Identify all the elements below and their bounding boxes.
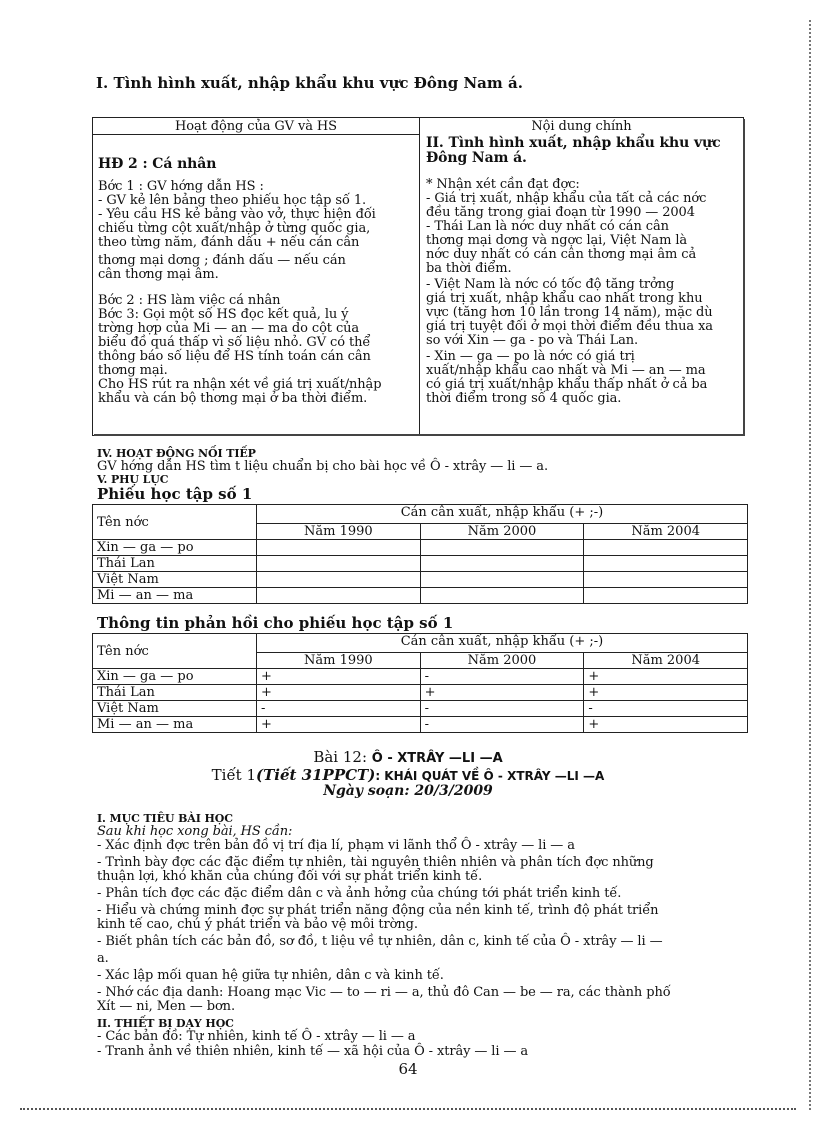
- content-line: - Xin — ga — po là nớc có giá trị: [426, 349, 635, 364]
- cell-value: [584, 572, 748, 588]
- content-heading: Đông Nam á.: [426, 150, 527, 166]
- cell-value: [420, 540, 584, 556]
- row-country: Mi — an — ma: [93, 588, 257, 604]
- col-year: Năm 1990: [257, 653, 421, 669]
- section-title: I. Tình hình xuất, nhập khẩu khu vực Đông Nam á.: [96, 74, 523, 92]
- objective-line: - Xác lập mối quan hệ giữa tự nhiên, dân c và kinh tế.: [97, 968, 444, 983]
- col-group-header: Cán cân xuất, nhập khẩu (+ ;-): [257, 634, 748, 653]
- page-right-border: [809, 20, 811, 1110]
- content-line: ba thời điểm.: [426, 261, 512, 276]
- activity-line: trờng hợp của Mi — an — ma do cột của: [98, 321, 360, 336]
- row-country: Việt Nam: [93, 701, 257, 717]
- lesson-title-prefix: Bài 12:: [313, 748, 372, 766]
- cell-value: -: [257, 701, 421, 717]
- activity-line: - GV kẻ lên bảng theo phiếu học tập số 1.: [98, 193, 367, 208]
- row-country: Việt Nam: [93, 572, 257, 588]
- section-title: I. MỤC TIÊU BÀI HỌC: [97, 812, 233, 825]
- cell-value: +: [584, 685, 748, 701]
- table-row: [93, 701, 748, 717]
- cell-value: [257, 556, 421, 572]
- col-year: Năm 1990: [257, 524, 421, 540]
- table-title: Thông tin phản hồi cho phiếu học tập số 1: [97, 614, 454, 632]
- objective-line: a.: [97, 951, 109, 966]
- cell-value: [420, 588, 584, 604]
- activity-line: biểu đồ quá thấp vì số liệu nhỏ. GV có thể: [98, 335, 371, 350]
- section-title: V. PHỤ LỤC: [97, 473, 169, 486]
- content-heading: II. Tình hình xuất, nhập khẩu khu vực: [426, 135, 721, 151]
- cell-value: +: [257, 685, 421, 701]
- content-line: so với Xin — ga - po và Thái Lan.: [426, 333, 639, 348]
- objective-line: kinh tế cao, chú ý phát triển và bảo vệ môi trờng.: [97, 917, 418, 932]
- cell-value: +: [584, 669, 748, 685]
- table-row: [93, 669, 748, 685]
- cell-value: [584, 540, 748, 556]
- table-row: [93, 717, 748, 733]
- content-line: - Việt Nam là nớc có tốc độ tăng trởng: [426, 277, 675, 292]
- cell-value: [584, 588, 748, 604]
- activity-line: chiếu từng cột xuất/nhập ở từng quốc gia,: [98, 221, 371, 236]
- activity-line: theo từng năm, đánh dấu + nếu cán cân: [98, 235, 360, 250]
- activity-heading: HĐ 2 : Cá nhân: [98, 156, 217, 172]
- lesson-title-main: Ô - XTRÂY —LI —A: [371, 751, 503, 766]
- cell-value: [257, 572, 421, 588]
- page-bottom-border: [20, 1108, 796, 1110]
- content-line: thơng mại dơng và ngợc lại, Việt Nam là: [426, 233, 688, 248]
- content-line: giá trị xuất, nhập khẩu cao nhất trong khu: [426, 291, 703, 306]
- section-text: GV hớng dẫn HS tìm t liệu chuẩn bị cho bài học về Ô - xtrây — li — a.: [97, 459, 548, 474]
- col-year: Năm 2000: [420, 524, 584, 540]
- row-country: Thái Lan: [93, 685, 257, 701]
- lesson-title: [0, 748, 816, 768]
- content-line: có giá trị xuất/nhập khẩu thấp nhất ở cả ba: [426, 377, 708, 392]
- objectives-intro: Sau khi học xong bài, HS cần:: [97, 824, 293, 839]
- table-row: [93, 685, 748, 701]
- cell-value: [420, 572, 584, 588]
- table-row: [93, 556, 748, 572]
- activity-line: thơng mại dơng ; đánh dấu — nếu cán: [98, 253, 346, 268]
- content-line: * Nhận xét cần đạt đợc:: [426, 177, 580, 192]
- cell-value: +: [257, 669, 421, 685]
- activity-line: thông báo số liệu để HS tính toán cán cân: [98, 349, 371, 364]
- content-line: - Giá trị xuất, nhập khẩu của tất cả các nớc: [426, 191, 707, 206]
- activity-line: khẩu và cán bộ thơng mại ở ba thời điểm.: [98, 391, 368, 406]
- objective-line: - Xác định đợc trên bản đồ vị trí địa lí, phạm vi lãnh thổ Ô - xtrây — li — a: [97, 838, 575, 853]
- objective-line: Xít — ni, Men — bơn.: [97, 999, 235, 1014]
- activity-line: Cho HS rút ra nhận xét về giá trị xuất/nhập: [98, 377, 382, 392]
- content-line: nớc duy nhất có cán cân thơng mại âm cả: [426, 247, 697, 262]
- content-line: xuất/nhập khẩu cao nhất và Mi — an — ma: [426, 363, 706, 378]
- activity-line: cân thơng mại âm.: [98, 267, 219, 282]
- objectives-list: [97, 839, 753, 1014]
- row-country: Xin — ga — po: [93, 669, 257, 685]
- objective-line: - Biết phân tích các bản đồ, sơ đồ, t liệu về tự nhiên, dân c, kinh tế của Ô - xtrây — li —: [97, 934, 663, 949]
- header-activities: Hoạt động của GV và HS: [175, 119, 337, 134]
- page-number: 64: [398, 1060, 418, 1078]
- row-country: Xin — ga — po: [93, 540, 257, 556]
- lesson-subtitle-italic: (Tiết 31PPCT): [256, 766, 376, 784]
- content-column: [426, 136, 740, 406]
- objective-line: - Phân tích đợc các đặc điểm dân c và ảnh hởng của chúng tới phát triển kinh tế.: [97, 886, 622, 901]
- activity-line: Bớc 3: Gọi một số HS đọc kết quả, lu ý: [98, 307, 349, 322]
- col-year: Năm 2004: [584, 524, 748, 540]
- activities-column: [98, 156, 416, 406]
- content-line: vực (tăng hơn 10 lần trong 14 năm), mặc dù: [426, 305, 713, 320]
- cell-value: -: [420, 717, 584, 733]
- objective-line: - Trình bày đợc các đặc điểm tự nhiên, tài nguyên thiên nhiên và phân tích đợc những: [97, 855, 654, 870]
- worksheet-table: [92, 504, 748, 604]
- activity-line: thơng mại.: [98, 363, 168, 378]
- table-row: [93, 540, 748, 556]
- main-table: [92, 117, 744, 436]
- content-line: đều tăng trong giai đoạn từ 1990 — 2004: [426, 205, 695, 220]
- table-row: [93, 572, 748, 588]
- content-line: - Thái Lan là nớc duy nhất có cán cân: [426, 219, 669, 234]
- cell-value: [420, 556, 584, 572]
- cell-value: [257, 588, 421, 604]
- content-line: thời điểm trong số 4 quốc gia.: [426, 391, 622, 406]
- cell-value: -: [420, 669, 584, 685]
- row-country: Mi — an — ma: [93, 717, 257, 733]
- objective-line: - Hiểu và chứng minh đợc sự phát triển năng động của nền kinh tế, trình độ phát triển: [97, 903, 659, 918]
- content-line: giá trị tuyệt đối ở mọi thời điểm đều thua xa: [426, 319, 713, 334]
- cell-value: +: [257, 717, 421, 733]
- section-title: II. THIẾT BỊ DẠY HỌC: [97, 1017, 234, 1030]
- lesson-subtitle-prefix: Tiết 1: [211, 766, 257, 784]
- cell-value: [257, 540, 421, 556]
- cell-value: -: [584, 701, 748, 717]
- activity-line: - Yêu cầu HS kẻ bảng vào vở, thực hiện đối: [98, 207, 376, 222]
- lesson-date: Ngày soạn: 20/3/2009: [323, 783, 493, 799]
- col-year: Năm 2004: [584, 653, 748, 669]
- equipment-line: - Tranh ảnh về thiên nhiên, kinh tế — xã hội của Ô - xtrây — li — a: [97, 1044, 529, 1059]
- activity-line: Bớc 1 : GV hớng dẫn HS :: [98, 179, 264, 194]
- col-group-header: Cán cân xuất, nhập khẩu (+ ;-): [257, 505, 748, 524]
- objective-line: - Nhớ các địa danh: Hoang mạc Vic — to — ri — a, thủ đô Can — be — ra, các thành phố: [97, 985, 671, 1000]
- cell-value: [584, 556, 748, 572]
- cell-value: +: [420, 685, 584, 701]
- activity-line: Bớc 2 : HS làm việc cá nhân: [98, 293, 281, 308]
- table-row: [93, 588, 748, 604]
- feedback-table: [92, 633, 748, 733]
- equipment-line: - Các bản đồ: Tự nhiên, kinh tế Ô - xtrây — li — a: [97, 1029, 416, 1044]
- col-year: Năm 2000: [420, 653, 584, 669]
- row-country: Thái Lan: [93, 556, 257, 572]
- col-country: Tên nớc: [93, 505, 257, 540]
- objective-line: thuận lợi, khó khăn của chúng đối với sự phát triển kinh tế.: [97, 869, 483, 884]
- cell-value: -: [420, 701, 584, 717]
- header-content: Nội dung chính: [531, 119, 632, 134]
- col-country: Tên nớc: [93, 634, 257, 669]
- table-title: Phiếu học tập số 1: [97, 485, 253, 503]
- lesson-subtitle-main: : KHÁI QUÁT VỀ Ô - XTRÂY —LI —A: [375, 769, 605, 783]
- cell-value: +: [584, 717, 748, 733]
- section-title: IV. HOẠT ĐỘNG NỐI TIẾP: [97, 447, 256, 460]
